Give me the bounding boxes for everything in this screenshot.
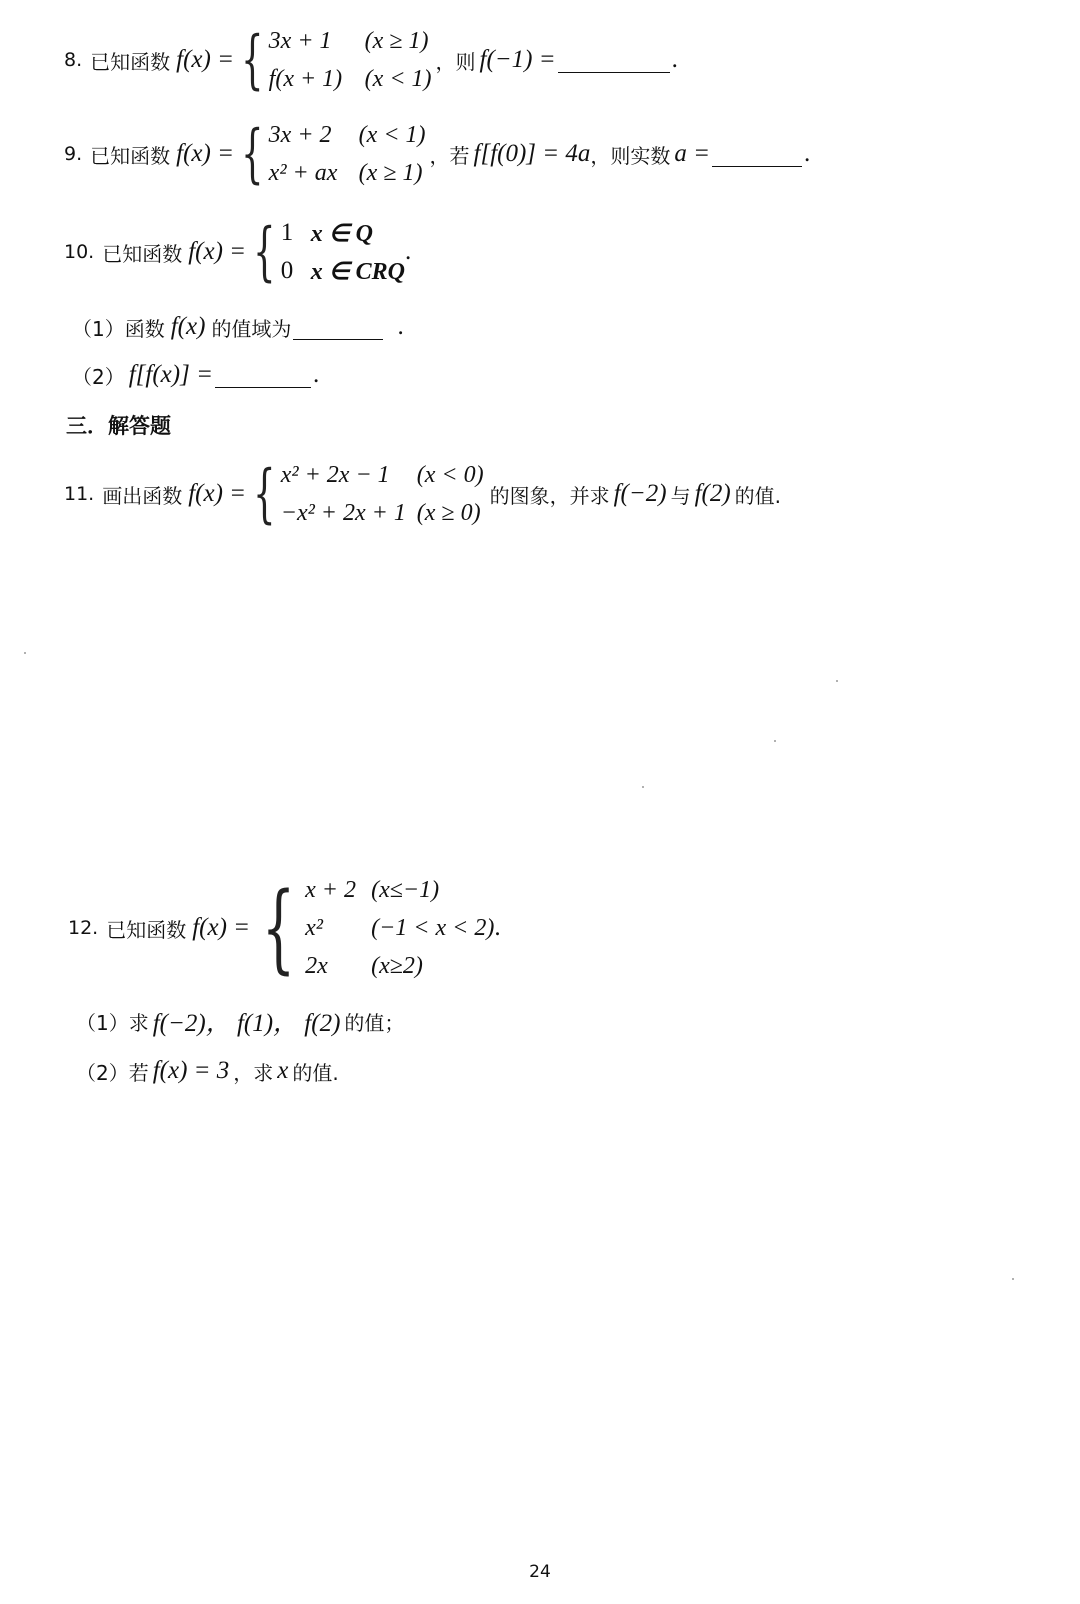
case-condition: (x < 0): [416, 461, 484, 488]
part-expression: f(x) = 3: [152, 1057, 230, 1084]
question-12: 12. 已知函数 f(x) = { x + 2 (x≤−1) x² (−1 < x < 2) 2x (x≥2) .: [68, 872, 501, 984]
case-condition: x ∈ CRQ: [310, 258, 406, 285]
case-expression: −x² + 2x + 1: [280, 499, 406, 526]
part-text: 函数: [124, 316, 165, 341]
case-expression: x + 2: [305, 876, 356, 903]
piecewise-cases: [269, 116, 426, 192]
condition-expression: f[f(0)] = 4a: [473, 140, 591, 167]
left-brace: {: [253, 215, 276, 289]
case-expression: x² + ax: [268, 159, 338, 186]
question-text: 与: [670, 483, 691, 508]
scan-speck: [1012, 1278, 1014, 1280]
case-expression: 3x + 1: [268, 27, 332, 54]
function-name: f(x) =: [192, 914, 251, 941]
answer-blank: [293, 315, 383, 340]
case-condition: (−1 < x < 2): [371, 914, 495, 941]
scan-speck: [774, 740, 776, 742]
part-text: 的值.: [292, 1060, 339, 1085]
part-label: （1）: [76, 1010, 129, 1035]
value-expression: f(−2): [613, 480, 667, 507]
target-expression: f(−1) =: [479, 46, 556, 73]
question-number: 9.: [64, 143, 83, 165]
question-connector: ，则实数: [590, 143, 671, 168]
question-stem: 已知函数: [90, 49, 171, 74]
case-condition: (x ≥ 1): [364, 27, 429, 54]
part-text: 若: [128, 1060, 149, 1085]
question-connector: ，则: [435, 49, 476, 74]
part-text: 求: [128, 1010, 149, 1035]
left-brace: {: [253, 457, 276, 531]
question-number: 10.: [64, 241, 95, 263]
case-condition: (x ≥ 0): [416, 499, 481, 526]
case-expression: f(x + 1): [268, 65, 343, 92]
value-expression: f(2): [694, 480, 731, 507]
part-label: （1）: [72, 316, 125, 341]
case-condition: (x≥2): [371, 952, 423, 979]
question-stem: 已知函数: [102, 241, 183, 266]
question-8: 8. 已知函数 f(x) = { 3x + 1 (x ≥ 1) f(x + 1) (x < 1) ，则 f(−1) = .: [64, 23, 678, 97]
left-brace: {: [241, 117, 264, 191]
question-stem: 已知函数: [90, 143, 171, 168]
case-expression: x²: [305, 914, 323, 941]
case-expression: x² + 2x − 1: [280, 461, 390, 488]
section-heading: 三．解答题: [66, 414, 171, 438]
case-expression: 1: [280, 219, 294, 246]
scan-speck: [642, 786, 644, 788]
question-12-part-1: [76, 1004, 404, 1038]
function-name: f(x) =: [188, 238, 247, 265]
case-condition: (x≤−1): [371, 876, 440, 903]
part-expression: f(x): [170, 313, 206, 340]
answer-blank: [712, 142, 802, 167]
piecewise-cases: [269, 22, 432, 98]
part-variable: x: [277, 1057, 289, 1084]
case-expression: 3x + 2: [268, 121, 332, 148]
case-condition: (x < 1): [358, 121, 426, 148]
piecewise-cases: [281, 214, 405, 290]
question-stem: 已知函数: [106, 917, 187, 942]
piecewise-cases: [305, 871, 494, 985]
part-label: （2）: [76, 1060, 129, 1085]
case-expression: 0: [280, 257, 294, 284]
function-name: f(x) =: [176, 46, 234, 73]
question-text: 的图象，并求: [489, 483, 610, 508]
part-text: 的值；: [344, 1010, 405, 1035]
case-condition: (x ≥ 1): [358, 159, 423, 186]
question-text: 的值.: [734, 483, 782, 508]
answer-blank: [558, 48, 670, 73]
case-condition: x ∈ Q: [310, 220, 373, 247]
question-stem: 画出函数: [102, 483, 183, 508]
page-number: 24: [529, 1562, 551, 1582]
case-expression: 2x: [305, 952, 328, 979]
left-brace: {: [241, 23, 264, 97]
question-10-part-2: （2） f[f(x)] = .: [72, 361, 320, 389]
question-connector: ，若: [429, 143, 470, 168]
part-text: 的值域为: [211, 316, 292, 341]
function-name: f(x) =: [176, 140, 234, 167]
answer-blank: [215, 363, 311, 388]
question-11: [64, 456, 781, 532]
question-9: 9. 已知函数 f(x) = { 3x + 2 (x < 1) x² + ax (x ≥ 1) ，若 f[f(0)] = 4a ，则实数 a = .: [64, 117, 811, 191]
question-10-part-1: （1） 函数 f(x) 的值域为 .: [72, 313, 404, 341]
part-text: ，求: [233, 1060, 274, 1085]
case-condition: (x < 1): [364, 65, 432, 92]
scan-speck: [836, 680, 838, 682]
part-label: （2）: [72, 364, 125, 389]
part-expression: f[f(x)] =: [128, 361, 213, 388]
part-expression: f(−2)， f(1)， f(2): [152, 1010, 341, 1037]
left-brace: {: [261, 872, 296, 984]
scan-speck: [24, 652, 26, 654]
piecewise-cases: [281, 456, 484, 532]
question-12-part-2: [76, 1054, 339, 1088]
question-10: 10. 已知函数 f(x) = { 1 x ∈ Q 0 x ∈ CRQ .: [64, 215, 412, 289]
question-number: 12.: [68, 917, 99, 939]
question-number: 8.: [64, 49, 83, 71]
question-number: 11.: [64, 483, 95, 505]
function-name: f(x) =: [188, 480, 247, 507]
target-expression: a =: [674, 140, 711, 167]
